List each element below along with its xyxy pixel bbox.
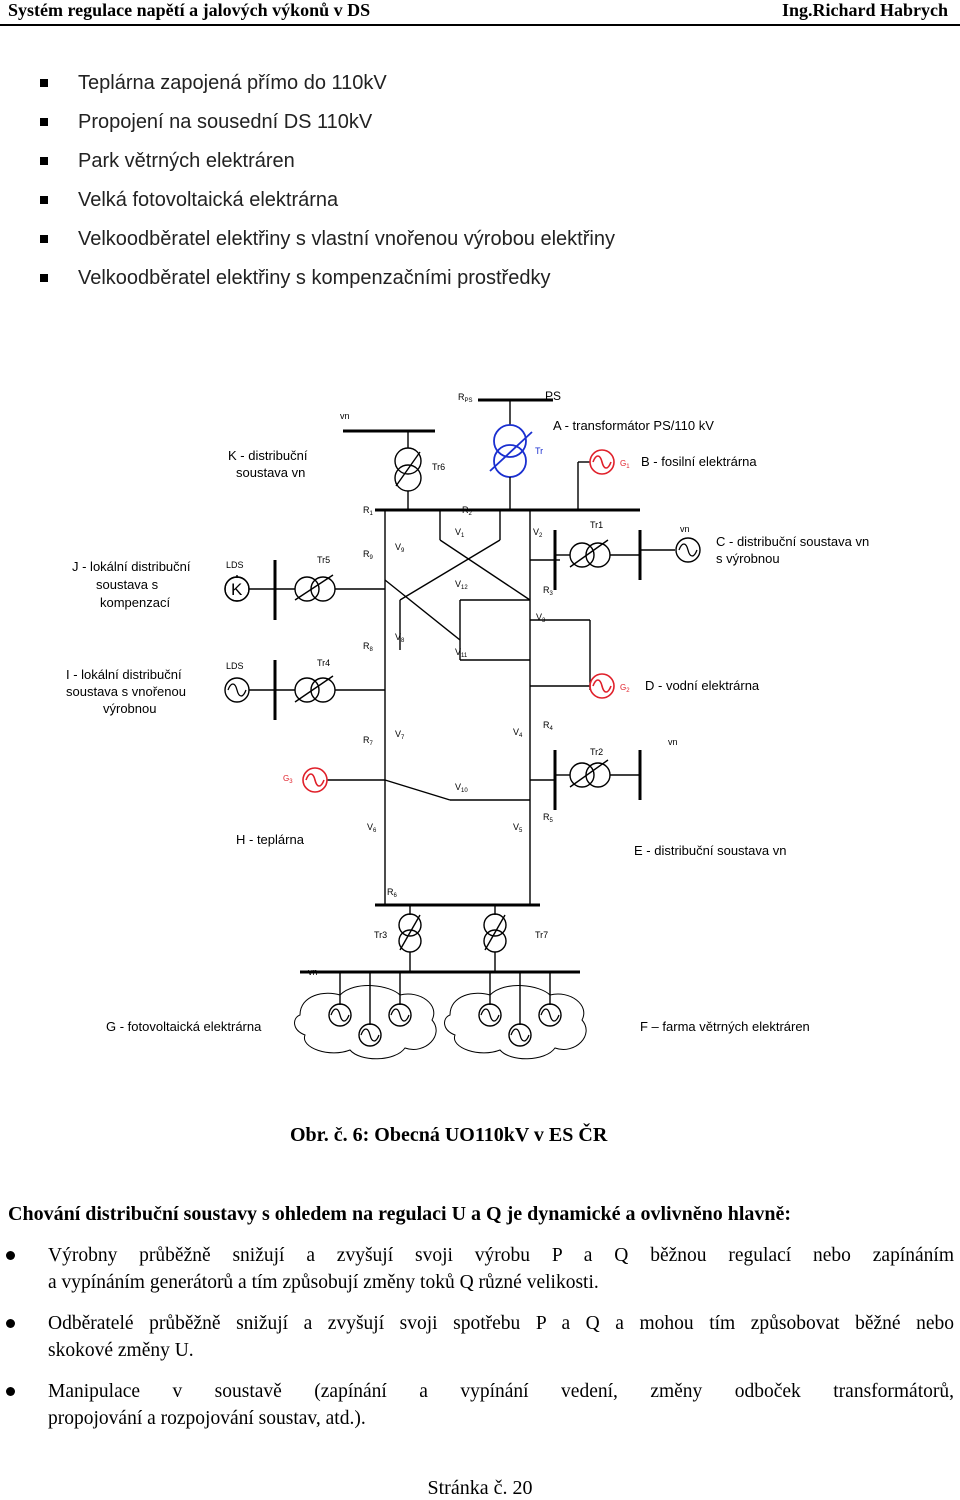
label-v1: $V_1$	[455, 527, 465, 539]
label-v9: $V_9$	[395, 542, 405, 554]
label-r4: $R_4$	[543, 720, 553, 732]
label-v12: $V_{12}$	[455, 579, 468, 591]
paragraph-item: Manipulace v soustavě (zapínání a vypínání vedení, změny odboček transformátorů, propojování a rozpojování soustav, atd.).	[48, 1378, 954, 1432]
square-bullet-icon	[40, 235, 48, 243]
label-i-1: I - lokální distribuční	[66, 667, 182, 682]
label-v5: $V_5$	[513, 822, 523, 834]
label-g: G - fotovoltaická elektrárna	[106, 1019, 262, 1034]
label-r9: $R_9$	[363, 549, 373, 561]
label-d: D - vodní elektrárna	[645, 678, 760, 693]
label-g2: $G_2$	[620, 683, 630, 694]
header-author: Ing.Richard Habrych	[781, 0, 948, 20]
bullet-dot-icon	[6, 1251, 15, 1260]
label-vn-e: vn	[668, 737, 678, 747]
label-lds-2: LDS	[226, 661, 244, 671]
label-j-2: soustava s	[96, 577, 159, 592]
label-vn-top: vn	[340, 411, 350, 421]
label-tr1: Tr1	[590, 520, 604, 530]
label-tr6: Tr6	[432, 462, 446, 472]
intro-text: Chování distribuční soustavy s ohledem na regulaci U a Q je dynamické a ovlivněno hlavně:	[8, 1203, 792, 1225]
label-b: B - fosilní elektrárna	[641, 454, 757, 469]
bullet-item: Velkoodběratel elektřiny s vlastní vnořenou výrobou elektřiny	[40, 224, 615, 263]
square-bullet-icon	[40, 196, 48, 204]
label-a: A - transformátor PS/110 kV	[553, 418, 714, 433]
square-bullet-icon	[40, 118, 48, 126]
label-i-2: soustava s vnořenou	[66, 684, 186, 699]
bullet-item: Park větrných elektráren	[40, 146, 615, 185]
bullet-item: Propojení na sousední DS 110kV	[40, 107, 615, 146]
label-e: E - distribuční soustava vn	[634, 843, 787, 858]
label-tr2: Tr2	[590, 747, 604, 757]
label-v6: $V_6$	[367, 822, 377, 834]
network-diagram	[0, 380, 960, 1070]
bullet-item: Velkoodběratel elektřiny s kompenzačními prostředky	[40, 263, 615, 302]
square-bullet-icon	[40, 79, 48, 87]
header-title: Systém regulace napětí a jalových výkonů v DS	[8, 0, 371, 20]
label-j-1: J - lokální distribuční	[72, 559, 191, 574]
label-k-1: K - distribuční	[228, 448, 308, 463]
bullet-dot-icon	[6, 1319, 15, 1328]
square-bullet-icon	[40, 157, 48, 165]
label-j-3: kompenzací	[100, 595, 171, 610]
paragraph-item: Odběratelé průběžně snižují a zvyšují svoji spotřebu P a Q a mohou tím způsobovat běžné nebo skokové změny U.	[48, 1310, 954, 1364]
page-header	[0, 0, 960, 26]
page-footer: Stránka č. 20	[427, 1477, 533, 1499]
square-bullet-icon	[40, 274, 48, 282]
label-tr7: Tr7	[535, 930, 549, 940]
label-r5: $R_5$	[543, 812, 553, 824]
label-r3: $R_3$	[543, 585, 553, 597]
label-v4: $V_4$	[513, 727, 523, 739]
label-rps: $R_{PS}$	[458, 392, 473, 404]
bullet-dot-icon	[6, 1387, 15, 1396]
label-h: H - teplárna	[236, 832, 304, 847]
label-i-3: výrobnou	[103, 701, 157, 716]
label-tr5: Tr5	[317, 555, 331, 565]
label-k-2: soustava vn	[236, 465, 306, 480]
paragraph-item: Výrobny průběžně snižují a zvyšují svoji výrobu P a Q běžnou regulací nebo zapínáním a vypínáním generátorů a tím způsobují změny toků Q různé velikosti.	[48, 1242, 954, 1296]
label-vn-bottom: vn	[308, 967, 318, 977]
label-lds-1: LDS	[226, 560, 244, 570]
label-r8: $R_8$	[363, 641, 373, 653]
label-c-2: s výrobnou	[716, 551, 780, 566]
label-v2: $V_2$	[533, 527, 543, 539]
label-r6: $R_6$	[387, 887, 397, 899]
label-g3: $G_3$	[283, 774, 293, 785]
bullet-item: Velká fotovoltaická elektrárna	[40, 185, 615, 224]
label-tr3: Tr3	[374, 930, 388, 940]
label-ps: PS	[545, 389, 562, 403]
k-symbol: K	[231, 580, 243, 599]
bullet-item: Teplárna zapojená přímo do 110kV	[40, 68, 615, 107]
label-r1: $R_1$	[363, 505, 373, 517]
label-f: F – farma větrných elektráren	[640, 1019, 810, 1034]
label-v7: $V_7$	[395, 729, 405, 741]
label-v3: $V_3$	[536, 612, 546, 624]
label-tr4: Tr4	[317, 658, 331, 668]
label-c-1: C - distribuční soustava vn	[716, 534, 870, 549]
label-r7: $R_7$	[363, 735, 373, 747]
label-v10: $V_{10}$	[455, 782, 468, 794]
label-vn-c: vn	[680, 524, 690, 534]
label-g1: $G_1$	[620, 459, 630, 470]
label-v11: $V_{11}$	[455, 647, 468, 659]
label-tr: Tr	[535, 446, 544, 456]
label-r2: $R_2$	[462, 505, 472, 517]
label-v8: $V_8$	[395, 632, 405, 644]
bullet-list	[40, 68, 615, 302]
figure-caption: Obr. č. 6: Obecná UO110kV v ES ČR	[290, 1124, 608, 1146]
